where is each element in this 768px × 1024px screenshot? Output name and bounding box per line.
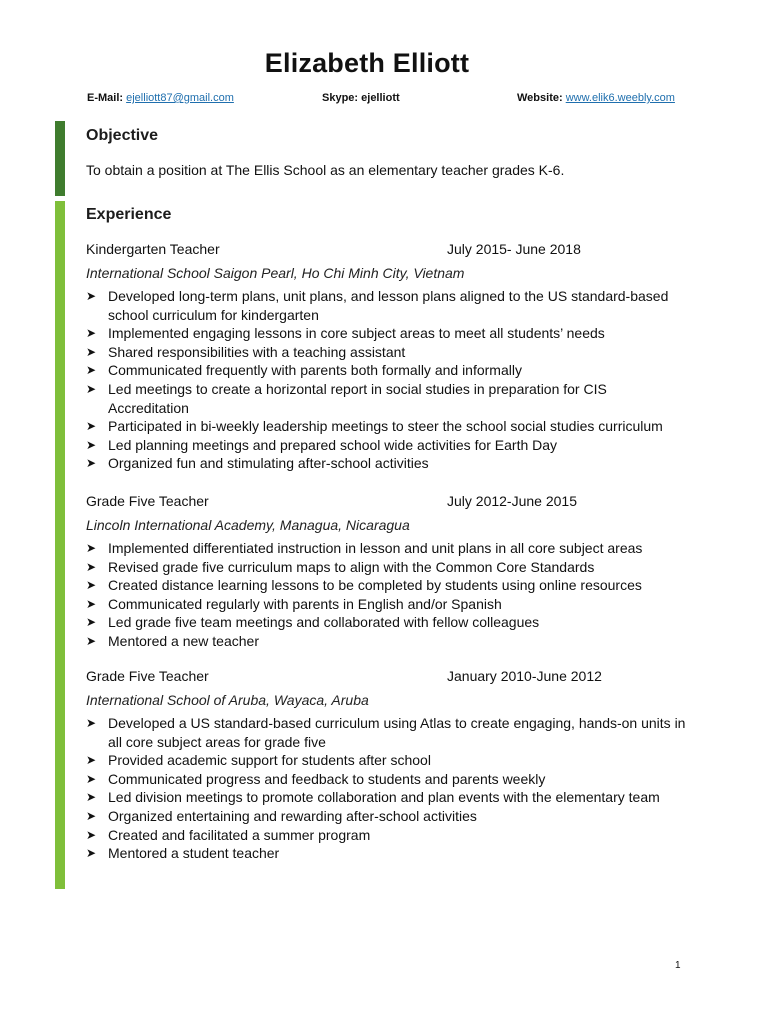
arrow-bullet-icon: ➤ (86, 753, 97, 768)
list-item: ➤ Led meetings to create a horizontal report in social studies in preparation for CIS Accreditation (86, 380, 607, 416)
list-item: ➤ Led planning meetings and prepared school wide activities for Earth Day (86, 436, 558, 453)
arrow-bullet-icon: ➤ (86, 541, 97, 555)
list-item: ➤ Shared responsibilities with a teaching assistant (86, 343, 406, 360)
job-organization: International School Saigon Pearl, Ho Chi Minh City, Vietnam (86, 265, 465, 281)
arrow-bullet-icon: ➤ (86, 633, 97, 648)
job-bullet-list (86, 287, 706, 473)
contact-email (87, 92, 234, 104)
website-link[interactable]: www.elik6.weebly.com (565, 92, 675, 104)
arrow-bullet-icon: ➤ (86, 344, 97, 359)
arrow-bullet-icon: ➤ (86, 596, 97, 611)
list-item: ➤ Communicated regularly with parents in English and/or Spanish (86, 595, 502, 612)
job-title: Grade Five Teacher (86, 668, 209, 684)
arrow-bullet-icon: ➤ (86, 456, 97, 471)
arrow-bullet-icon: ➤ (86, 419, 97, 434)
email-label: E-Mail: (87, 92, 124, 104)
arrow-bullet-icon: ➤ (86, 363, 97, 378)
arrow-bullet-icon: ➤ (86, 716, 97, 730)
arrow-bullet-icon: ➤ (86, 790, 97, 805)
experience-accent-bar (55, 201, 65, 889)
arrow-bullet-icon: ➤ (86, 578, 97, 593)
objective-accent-bar (55, 121, 65, 196)
list-item: ➤ Revised grade five curriculum maps to align with the Common Core Standards (86, 558, 595, 575)
job-dates: July 2015- June 2018 (447, 241, 581, 257)
list-item: ➤ Provided academic support for students after school (86, 752, 431, 769)
arrow-bullet-icon: ➤ (86, 771, 97, 786)
job-title: Grade Five Teacher (86, 493, 209, 509)
arrow-bullet-icon: ➤ (86, 827, 97, 842)
list-item: ➤ Communicated frequently with parents both formally and informally (86, 362, 522, 379)
resume-name: Elizabeth Elliott (264, 48, 470, 78)
arrow-bullet-icon: ➤ (86, 808, 97, 823)
list-item: ➤ Organized fun and stimulating after-school activities (86, 455, 429, 472)
arrow-bullet-icon: ➤ (86, 615, 97, 630)
job-dates: January 2010-June 2012 (447, 668, 602, 684)
list-item: ➤ Created distance learning lessons to be completed by students using online resources (86, 577, 642, 594)
job-bullet-list (86, 714, 706, 863)
list-item: ➤ Developed a US standard-based curriculum using Atlas to create engaging, hands-on units in all core subject areas for grade five (86, 715, 686, 750)
arrow-bullet-icon: ➤ (86, 437, 97, 452)
skype-label: Skype: (322, 92, 359, 104)
website-label: Website: (517, 92, 563, 104)
list-item: ➤ Led grade five team meetings and collaborated with fellow colleagues (86, 614, 540, 631)
list-item: ➤ Mentored a student teacher (86, 845, 280, 862)
list-item: ➤ Communicated progress and feedback to students and parents weekly (86, 770, 546, 787)
list-item: ➤ Mentored a new teacher (86, 632, 259, 649)
skype-value: ejelliott (361, 92, 400, 104)
list-item: ➤ Organized entertaining and rewarding after-school activities (86, 807, 477, 824)
list-item: ➤ Implemented engaging lessons in core subject areas to meet all students’ needs (86, 325, 605, 342)
objective-text: To obtain a position at The Ellis School as an elementary teacher grades K-6. (86, 162, 565, 178)
arrow-bullet-icon: ➤ (86, 289, 97, 303)
job-organization: Lincoln International Academy, Managua, Nicaragua (86, 517, 410, 533)
contact-skype (322, 92, 400, 104)
arrow-bullet-icon: ➤ (86, 381, 97, 396)
job-entry (86, 493, 706, 651)
contact-website (517, 92, 675, 104)
job-entry (86, 668, 706, 863)
arrow-bullet-icon: ➤ (86, 846, 97, 861)
arrow-bullet-icon: ➤ (86, 559, 97, 574)
email-link[interactable]: ejelliott87@gmail.com (126, 92, 234, 104)
arrow-bullet-icon: ➤ (86, 326, 97, 341)
list-item: ➤ Developed long-term plans, unit plans, and lesson plans aligned to the US standard-based school curriculum for kindergarten (86, 288, 669, 323)
job-entry (86, 241, 706, 473)
job-bullet-list (86, 539, 706, 651)
experience-heading: Experience (86, 206, 172, 223)
list-item: ➤ Participated in bi-weekly leadership meetings to steer the school social studies curriculum (86, 418, 663, 435)
list-item: ➤ Led division meetings to promote collaboration and plan events with the elementary team (86, 789, 660, 806)
list-item: ➤ Implemented differentiated instruction in lesson and unit plans in all core subject areas (86, 540, 643, 556)
job-title: Kindergarten Teacher (86, 241, 220, 257)
objective-heading: Objective (86, 127, 159, 144)
job-organization: International School of Aruba, Wayaca, Aruba (86, 692, 369, 708)
job-dates: July 2012-June 2015 (447, 493, 577, 509)
list-item: ➤ Created and facilitated a summer program (86, 826, 371, 843)
page-number: 1 (675, 960, 681, 971)
